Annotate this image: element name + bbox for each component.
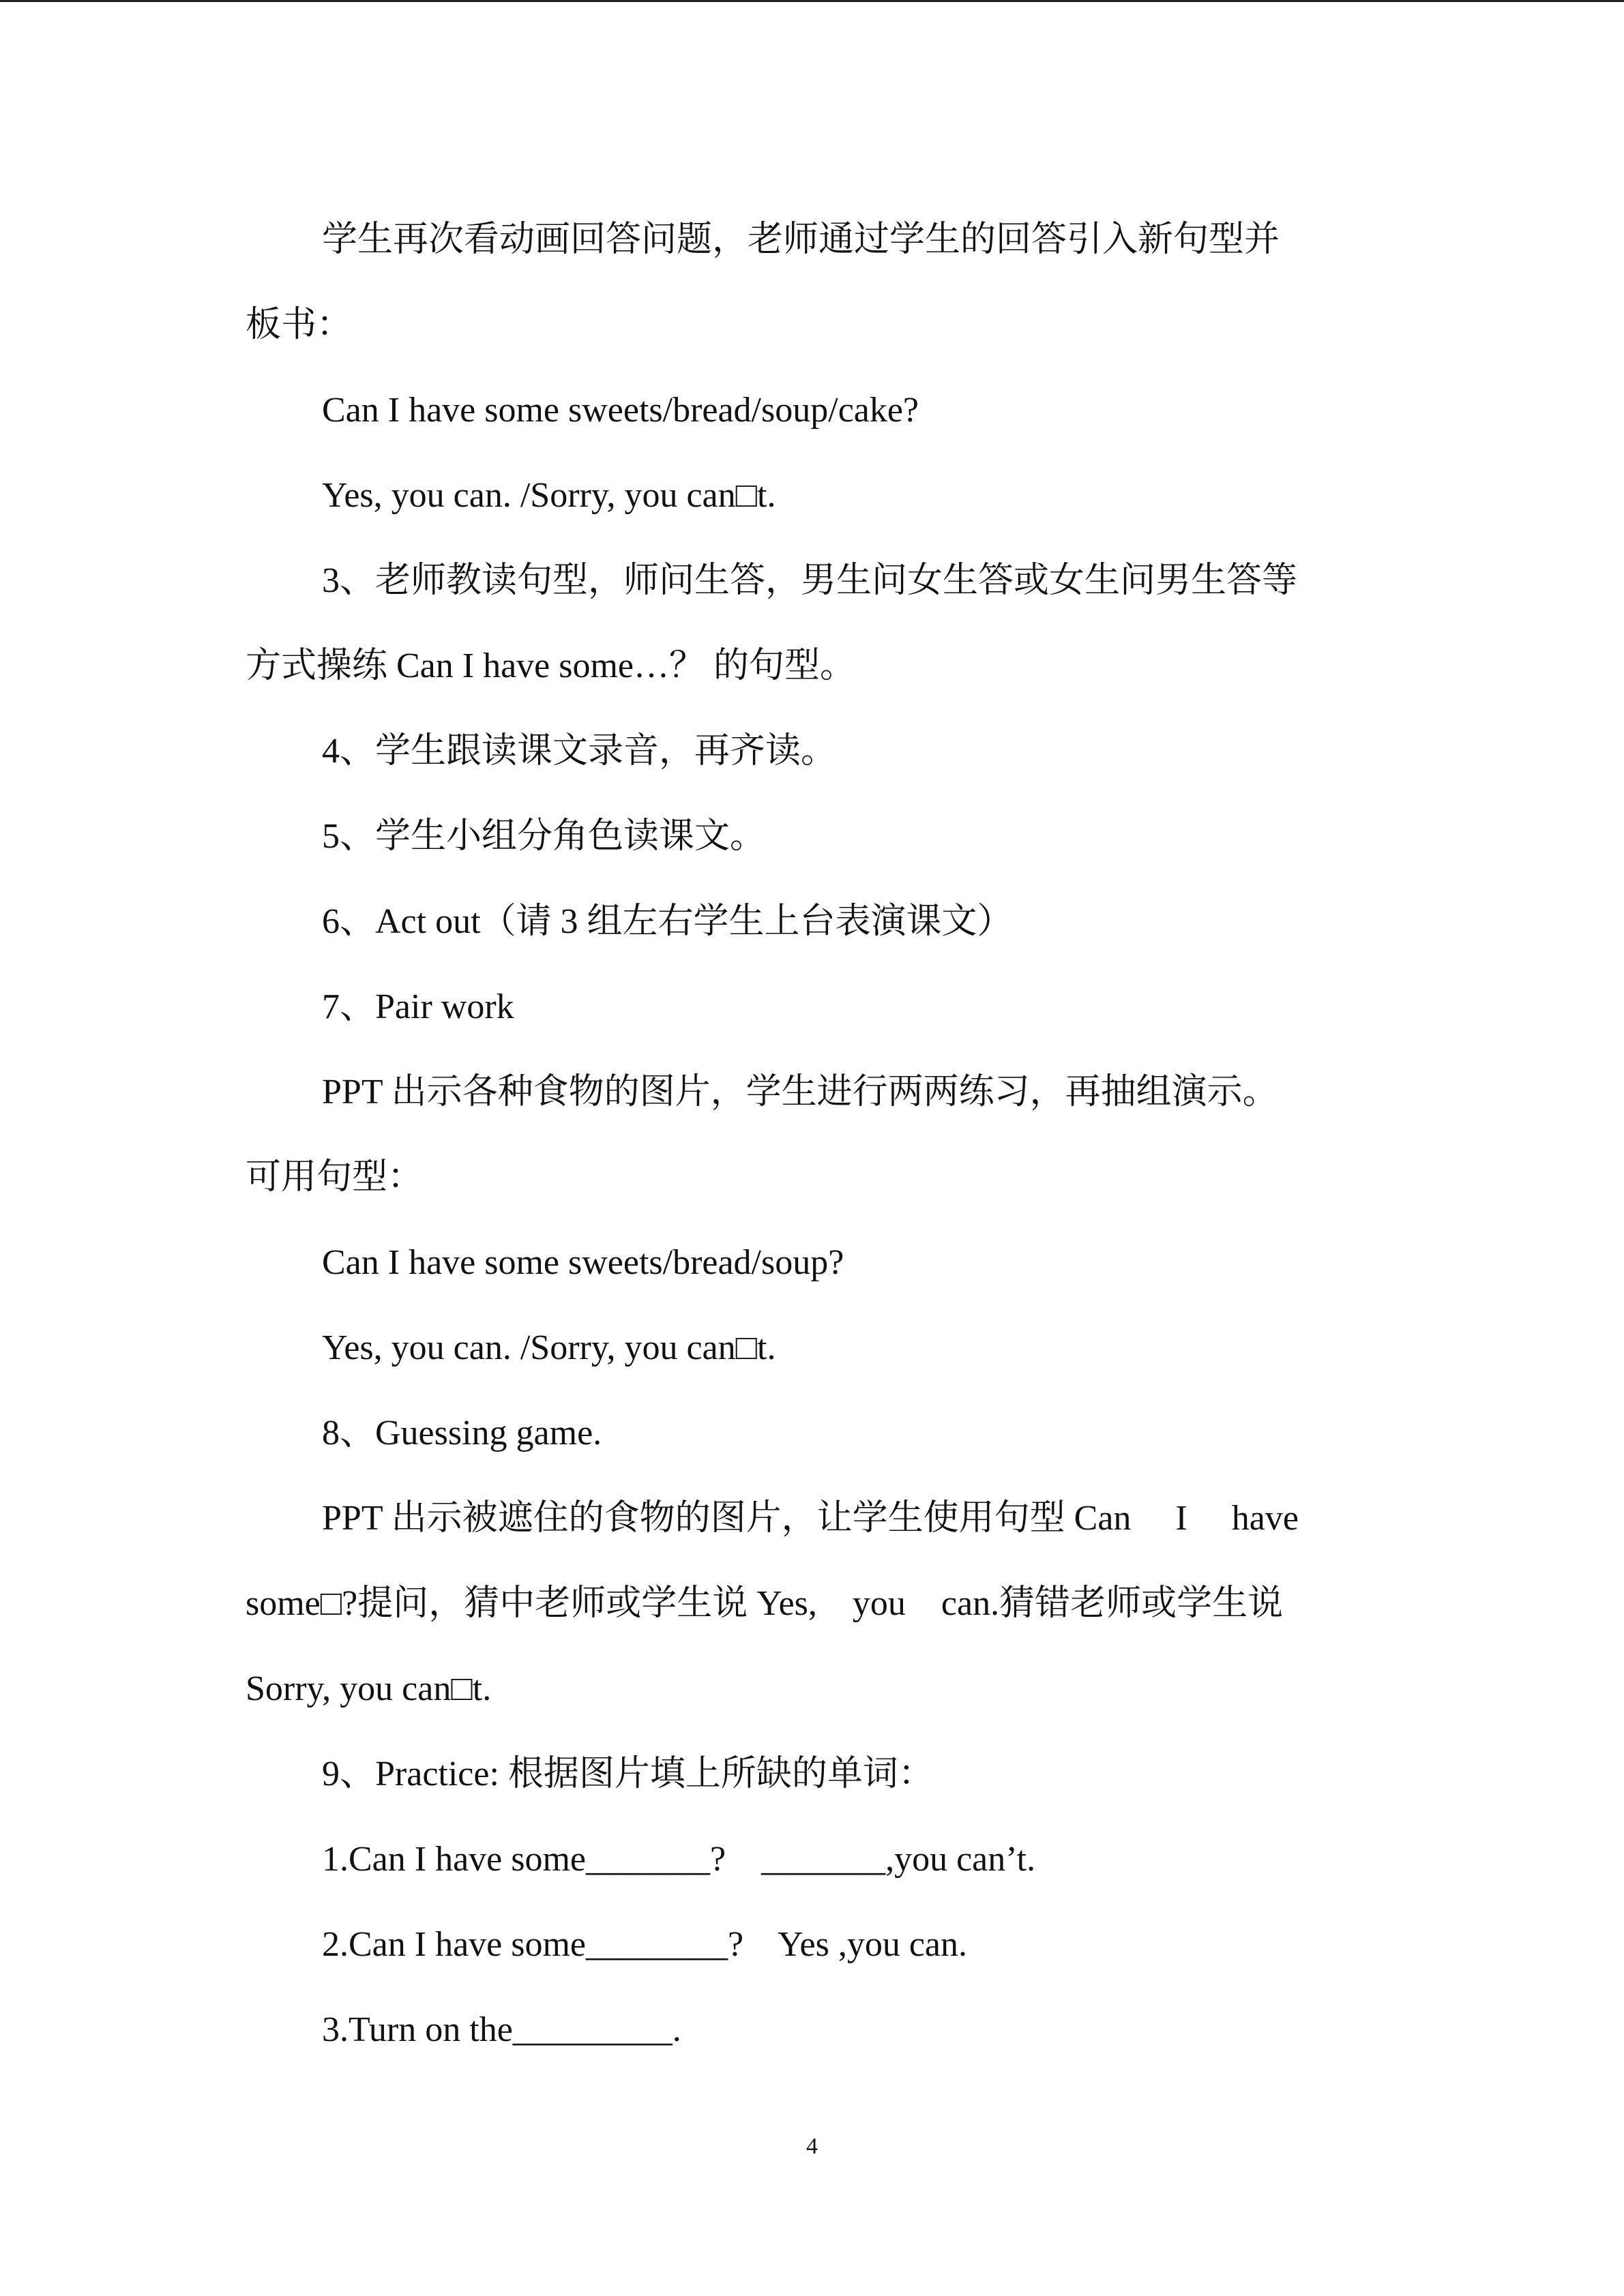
paragraph-line: Can I have some sweets/bread/soup? bbox=[322, 1243, 844, 1282]
paragraph-line: 8、Guessing game. bbox=[322, 1414, 602, 1452]
paragraph-line: Sorry, you can□t. bbox=[246, 1669, 492, 1708]
paragraph-line: Yes, you can. /Sorry, you can□t. bbox=[322, 1328, 776, 1367]
paragraph-line: 4、学生跟读课文录音，再齐读。 bbox=[322, 732, 837, 771]
paragraph-line: PPT 出示各种食物的图片，学生进行两两练习，再抽组演示。 bbox=[322, 1073, 1278, 1112]
paragraph-line: 2.Can I have some________? Yes ,you can. bbox=[322, 1925, 967, 1964]
paragraph-line: 方式操练 Can I have some…？ 的句型。 bbox=[246, 646, 856, 685]
paragraph-line: 9、Practice: 根据图片填上所缺的单词： bbox=[322, 1755, 934, 1793]
paragraph-line: PPT 出示被遮住的食物的图片，让学生使用句型 Can I have bbox=[322, 1499, 1299, 1538]
paragraph-line: Yes, you can. /Sorry, you can□t. bbox=[322, 476, 776, 515]
paragraph-line: 5、学生小组分角色读课文。 bbox=[322, 817, 766, 856]
page-number: 4 bbox=[806, 2134, 818, 2159]
paragraph-line: Can I have some sweets/bread/soup/cake? bbox=[322, 391, 919, 430]
page-top-border bbox=[0, 0, 1624, 2]
paragraph-line: 3.Turn on the_________. bbox=[322, 2010, 681, 2049]
paragraph-line: some□?提问，猜中老师或学生说 Yes, you can.猜错老师或学生说 bbox=[246, 1584, 1284, 1623]
paragraph-line: 可用句型： bbox=[246, 1158, 424, 1197]
paragraph-line: 1.Can I have some_______? _______,you can’t. bbox=[322, 1840, 1036, 1879]
paragraph-line: 板书： bbox=[246, 305, 353, 344]
paragraph-line: 6、Act out（请 3 组左右学生上台表演课文） bbox=[322, 902, 1013, 941]
paragraph-line: 学生再次看动画回答问题，老师通过学生的回答引入新句型并 bbox=[322, 220, 1280, 259]
paragraph-line: 3、老师教读句型，师问生答，男生问女生答或女生问男生答等 bbox=[322, 561, 1298, 600]
paragraph-line: 7、Pair work bbox=[322, 987, 514, 1026]
